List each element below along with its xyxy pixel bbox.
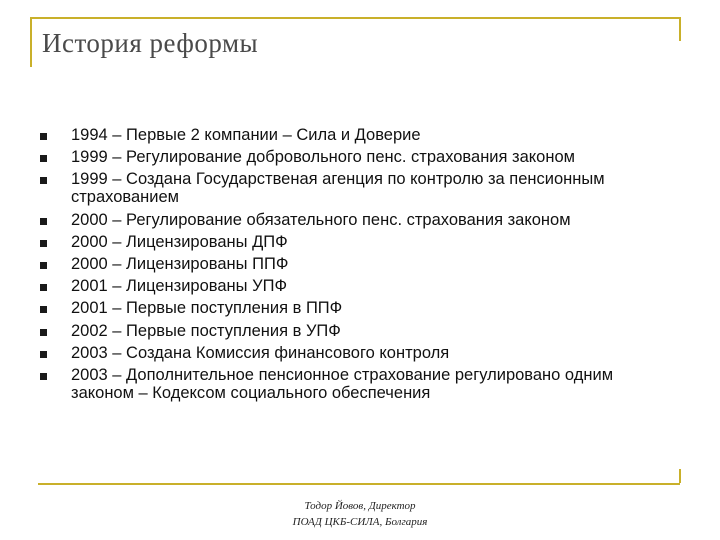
bullet-text: 2000 – Регулирование обязательного пенс. страхования законом bbox=[71, 210, 571, 229]
slide-title: История реформы bbox=[42, 28, 259, 58]
bullet-text: 2002 – Первые поступления в УПФ bbox=[71, 321, 341, 340]
square-bullet-icon bbox=[40, 373, 47, 380]
title-frame-top-rule bbox=[30, 17, 680, 19]
bullet-item bbox=[40, 148, 680, 166]
square-bullet-icon bbox=[40, 329, 47, 336]
bullet-item bbox=[40, 126, 680, 144]
bullet-item bbox=[40, 299, 680, 317]
bullet-item bbox=[40, 277, 680, 295]
square-bullet-icon bbox=[40, 240, 47, 247]
bullet-list bbox=[40, 126, 680, 406]
footer-organization: ПОАД ЦКБ-СИЛА, Болгария bbox=[292, 516, 428, 528]
bullet-item bbox=[40, 211, 680, 229]
bullet-text: 2001 – Первые поступления в ППФ bbox=[71, 299, 343, 318]
bullet-item bbox=[40, 233, 680, 251]
bullet-item bbox=[40, 322, 680, 340]
bullet-text: 2003 – Дополнительное пенсионное страхование регулировано одним законом – Кодексом социального обеспечения bbox=[71, 365, 614, 402]
square-bullet-icon bbox=[40, 262, 47, 269]
square-bullet-icon bbox=[40, 351, 47, 358]
footer-author: Тодор Йовов, Директор bbox=[304, 500, 416, 512]
square-bullet-icon bbox=[40, 177, 47, 184]
bullet-text: 2000 – Лицензированы ППФ bbox=[71, 254, 289, 273]
title-frame-right-rule bbox=[679, 17, 681, 41]
bullet-item bbox=[40, 344, 680, 362]
square-bullet-icon bbox=[40, 133, 47, 140]
bullet-text: 1999 – Регулирование добровольного пенс. страхования законом bbox=[71, 148, 575, 167]
square-bullet-icon bbox=[40, 306, 47, 313]
square-bullet-icon bbox=[40, 155, 47, 162]
square-bullet-icon bbox=[40, 284, 47, 291]
bullet-text: 1999 – Создана Государственая агенция по контролю за пенсионным страхованием bbox=[71, 170, 605, 207]
footer-rule bbox=[38, 483, 680, 485]
footer-side-rule bbox=[679, 469, 681, 483]
bullet-text: 2000 – Лицензированы ДПФ bbox=[71, 232, 288, 251]
bullet-text: 1994 – Первые 2 компании – Сила и Доверие bbox=[71, 126, 421, 144]
bullet-text: 2003 – Создана Комиссия финансового контроля bbox=[71, 343, 450, 362]
square-bullet-icon bbox=[40, 218, 47, 225]
footer-credit bbox=[160, 498, 560, 530]
bullet-item bbox=[40, 366, 680, 402]
title-frame-left-rule bbox=[30, 17, 32, 67]
bullet-item bbox=[40, 170, 680, 206]
bullet-item bbox=[40, 255, 680, 273]
bullet-text: 2001 – Лицензированы УПФ bbox=[71, 277, 287, 296]
